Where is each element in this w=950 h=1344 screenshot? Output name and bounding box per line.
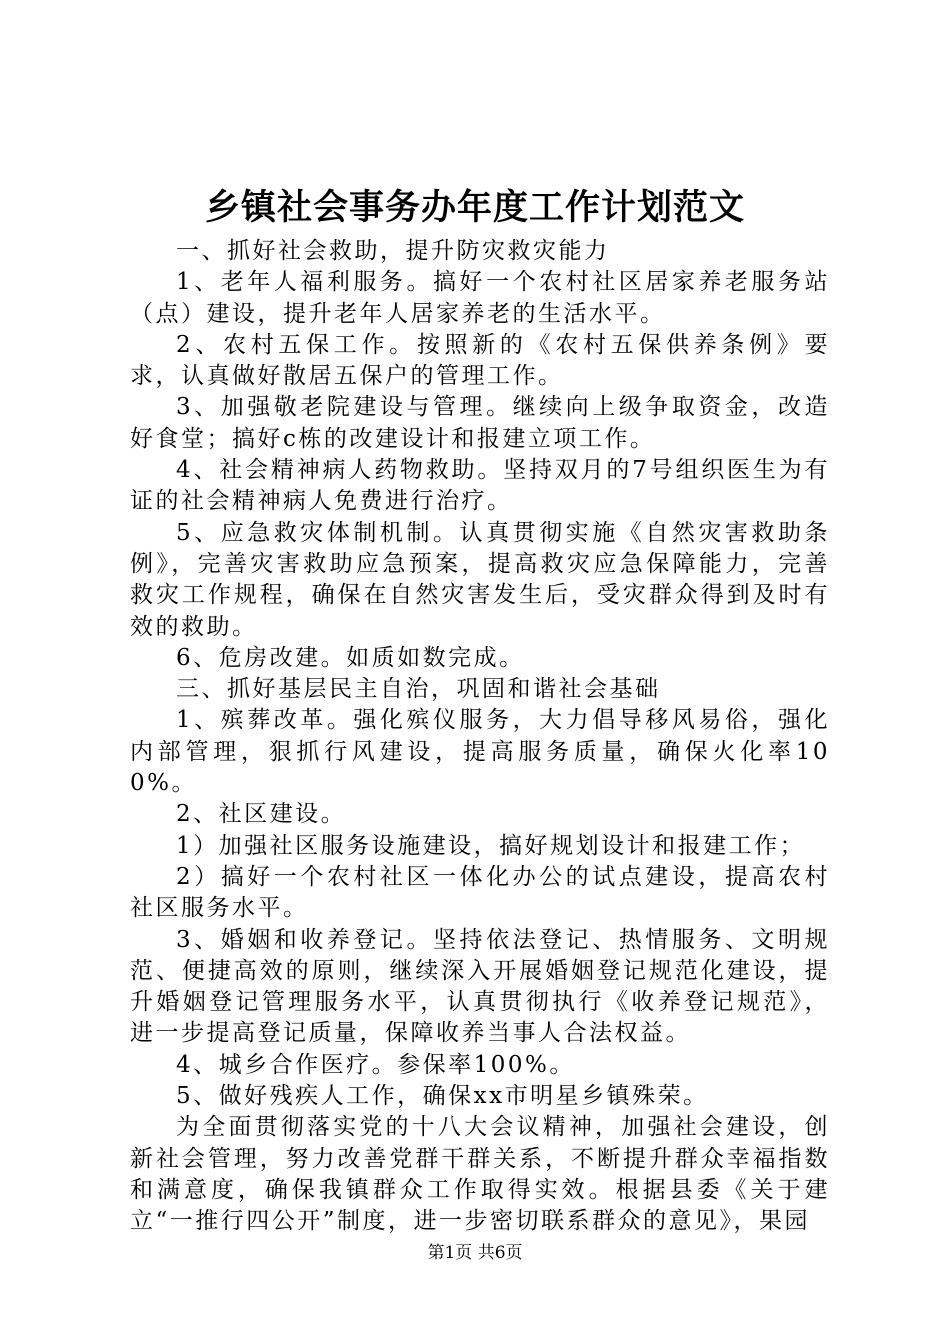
section-heading: 一、抓好社会救助，提升防灾救灾能力 bbox=[176, 238, 610, 264]
page-footer: 第1页 共6页 bbox=[427, 1243, 523, 1263]
body-paragraph: 1、老年人福利服务。搞好一个农村社区居家养老服务站（点）建设，提升老年人居家养老的生活水平。 bbox=[130, 269, 830, 327]
body-paragraph: 5、应急救灾体制机制。认真贯彻实施《自然灾害救助条例》，完善灾害救助应急预案，提高救灾应急保障能力，完善救灾工作规程，确保在自然灾害发生后，受灾群众得到及时有效的救助。 bbox=[130, 519, 830, 640]
document-body bbox=[130, 236, 830, 1238]
body-paragraph: 2）搞好一个农村社区一体化办公的试点建设，提高农村社区服务水平。 bbox=[130, 863, 830, 922]
document-title: 乡镇社会事务办年度工作计划范文 bbox=[204, 187, 745, 228]
body-paragraph: 2、社区建设。 bbox=[176, 801, 347, 828]
body-paragraph: 3、加强敬老院建设与管理。继续向上级争取资金，改造好食堂；搞好c栋的改建设计和报建立项工作。 bbox=[130, 394, 830, 452]
body-paragraph: 6、危房改建。如质如数完成。 bbox=[176, 644, 525, 671]
body-paragraph: 4、社会精神病人药物救助。坚持双月的7号组织医生为有证的社会精神病人免费进行治疗。 bbox=[130, 457, 830, 515]
body-paragraph: 1、殡葬改革。强化殡仪服务，大力倡导移风易俗，强化内部管理，狠抓行风建设，提高服务质量，确保火化率100%。 bbox=[130, 707, 830, 797]
body-paragraph: 1）加强社区服务设施建设，搞好规划设计和报建工作； bbox=[176, 832, 806, 859]
section-heading: 三、抓好基层民主自治，巩固和谐社会基础 bbox=[176, 676, 661, 703]
body-paragraph: 2、农村五保工作。按照新的《农村五保供养条例》要求，认真做好散居五保户的管理工作。 bbox=[130, 331, 830, 390]
body-paragraph: 4、城乡合作医疗。参保率100%。 bbox=[176, 1051, 575, 1078]
body-paragraph: 为全面贯彻落实党的十八大会议精神，加强社会建设，创新社会管理，努力改善党群干群关系，不断提升群众幸福指数和满意度，确保我镇群众工作取得实效。根据县委《关于建立“一推行四公开”制度，进一步密切联系群众的意见》，果园 bbox=[130, 1114, 830, 1235]
body-paragraph: 5、做好残疾人工作，确保xx市明星乡镇殊荣。 bbox=[176, 1083, 709, 1110]
body-paragraph: 3、婚姻和收养登记。坚持依法登记、热情服务、文明规范、便捷高效的原则，继续深入开展婚姻登记规范化建设，提升婚姻登记管理服务水平，认真贯彻执行《收养登记规范》，进一步提高登记质量，保障收养当事人合法权益。 bbox=[130, 926, 830, 1047]
